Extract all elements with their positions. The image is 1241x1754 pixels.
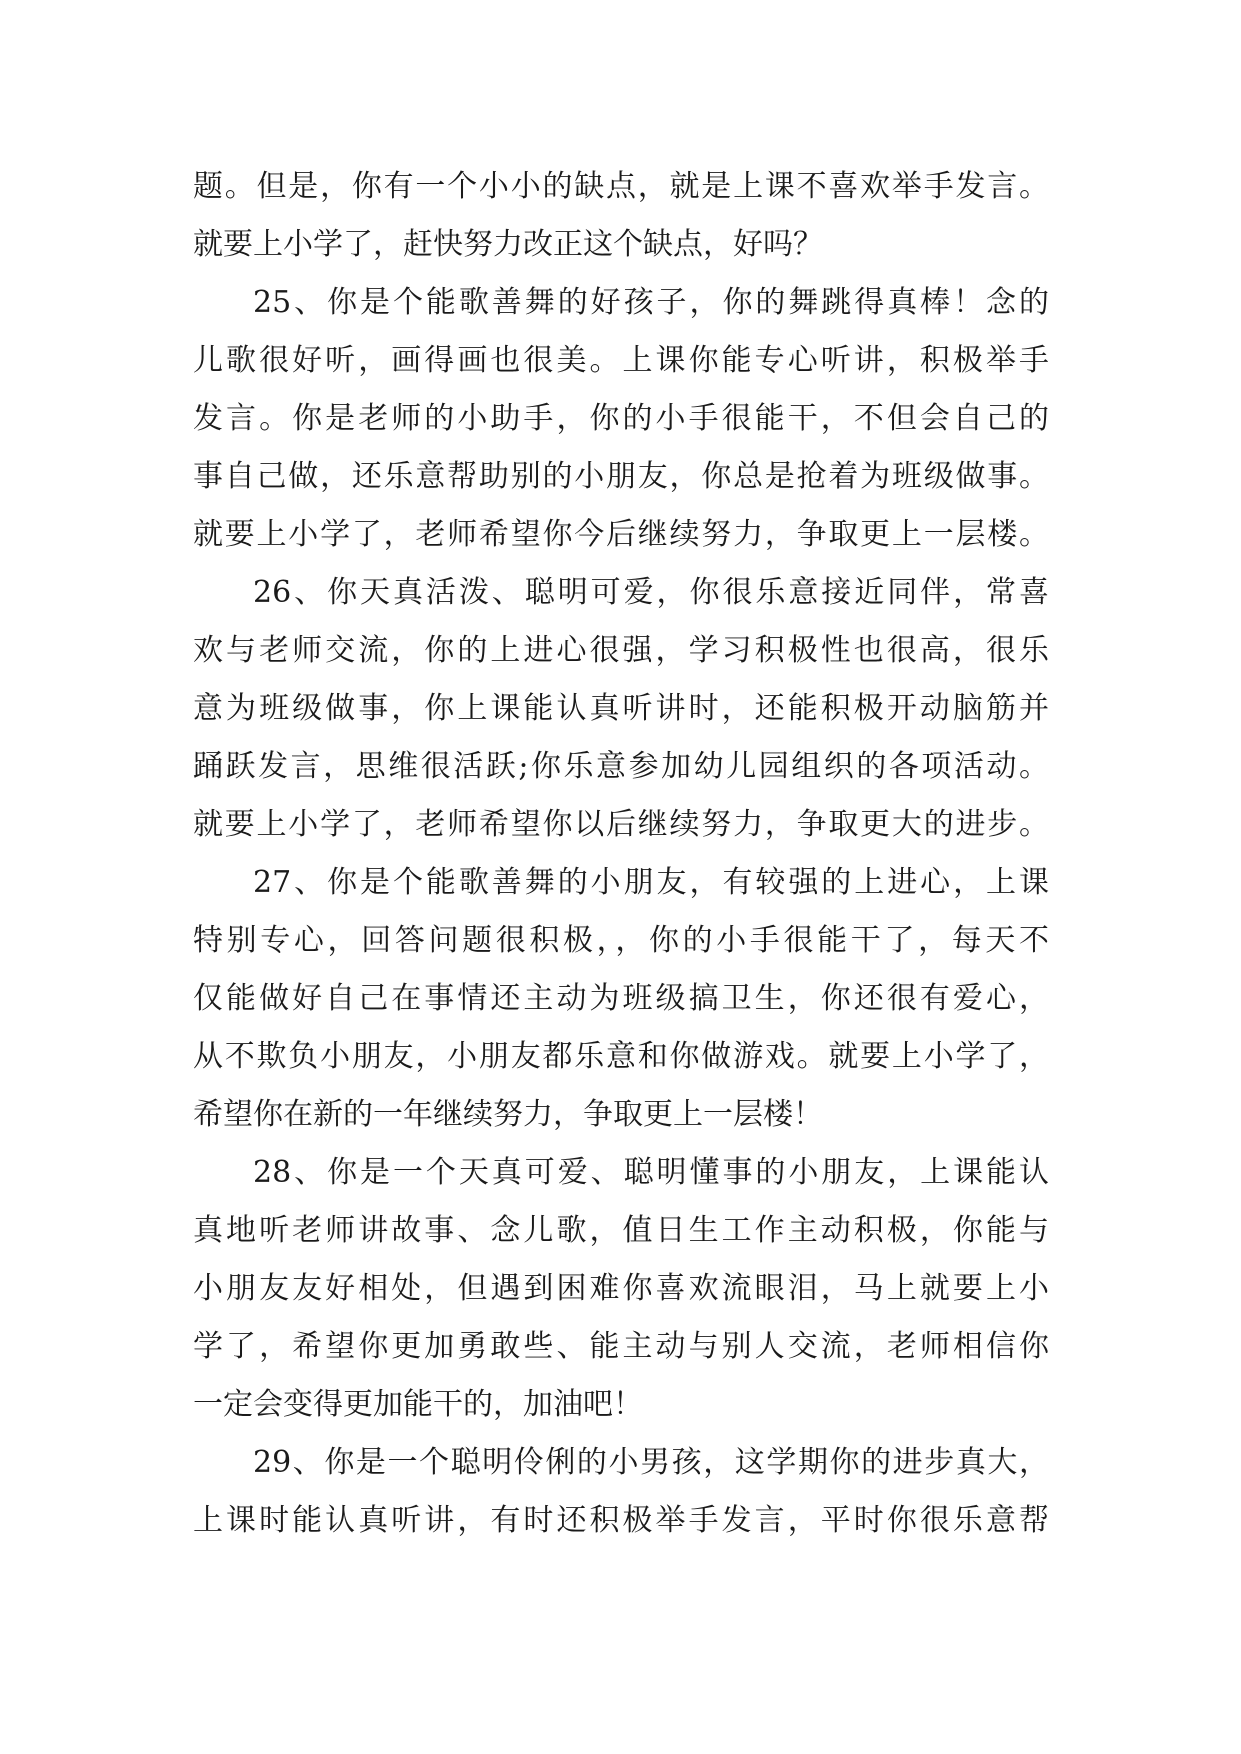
paragraph-start-line: 25、你是个能歌善舞的好孩子，你的舞跳得真棒！念的 (253, 285, 1049, 320)
text-line: 就要上小学了，赶快努力改正这个缺点，好吗？ (193, 227, 823, 262)
text-line: 题。但是，你有一个小小的缺点，就是上课不喜欢举手发言。 (193, 169, 1049, 204)
text-line: 真地听老师讲故事、念儿歌，值日生工作主动积极，你能与 (193, 1213, 1049, 1248)
text-line: 事自己做，还乐意帮助别的小朋友，你总是抢着为班级做事。 (193, 459, 1049, 494)
text-line: 踊跃发言，思维很活跃;你乐意参加幼儿园组织的各项活动。 (193, 749, 1049, 784)
text-line: 就要上小学了，老师希望你今后继续努力，争取更上一层楼。 (193, 517, 1049, 552)
paragraph-start-line: 28、你是一个天真可爱、聪明懂事的小朋友，上课能认 (253, 1155, 1049, 1190)
text-line: 小朋友友好相处，但遇到困难你喜欢流眼泪，马上就要上小 (193, 1271, 1049, 1306)
text-line: 希望你在新的一年继续努力，争取更上一层楼！ (193, 1097, 823, 1132)
text-line: 儿歌很好听，画得画也很美。上课你能专心听讲，积极举手 (193, 343, 1049, 378)
text-line: 特别专心，回答问题很积极，，你的小手很能干了，每天不 (193, 923, 1049, 958)
document-body (193, 158, 1049, 1550)
paragraph-start-line: 26、你天真活泼、聪明可爱，你很乐意接近同伴，常喜 (253, 575, 1049, 610)
text-line: 意为班级做事，你上课能认真听讲时，还能积极开动脑筋并 (193, 691, 1049, 726)
text-line: 上课时能认真听讲，有时还积极举手发言，平时你很乐意帮 (193, 1503, 1049, 1538)
paragraph-start-line: 29、你是一个聪明伶俐的小男孩，这学期你的进步真大， (253, 1445, 1049, 1480)
text-line: 就要上小学了，老师希望你以后继续努力，争取更大的进步。 (193, 807, 1049, 842)
text-line: 发言。你是老师的小助手，你的小手很能干，不但会自己的 (193, 401, 1049, 436)
paragraph-start-line: 27、你是个能歌善舞的小朋友，有较强的上进心，上课 (253, 865, 1049, 900)
text-line: 欢与老师交流，你的上进心很强，学习积极性也很高，很乐 (193, 633, 1049, 668)
text-line: 从不欺负小朋友，小朋友都乐意和你做游戏。就要上小学了， (193, 1039, 1049, 1074)
text-line: 仅能做好自己在事情还主动为班级搞卫生，你还很有爱心， (193, 981, 1049, 1016)
text-line: 学了，希望你更加勇敢些、能主动与别人交流，老师相信你 (193, 1329, 1049, 1364)
text-line: 一定会变得更加能干的，加油吧！ (193, 1387, 643, 1422)
